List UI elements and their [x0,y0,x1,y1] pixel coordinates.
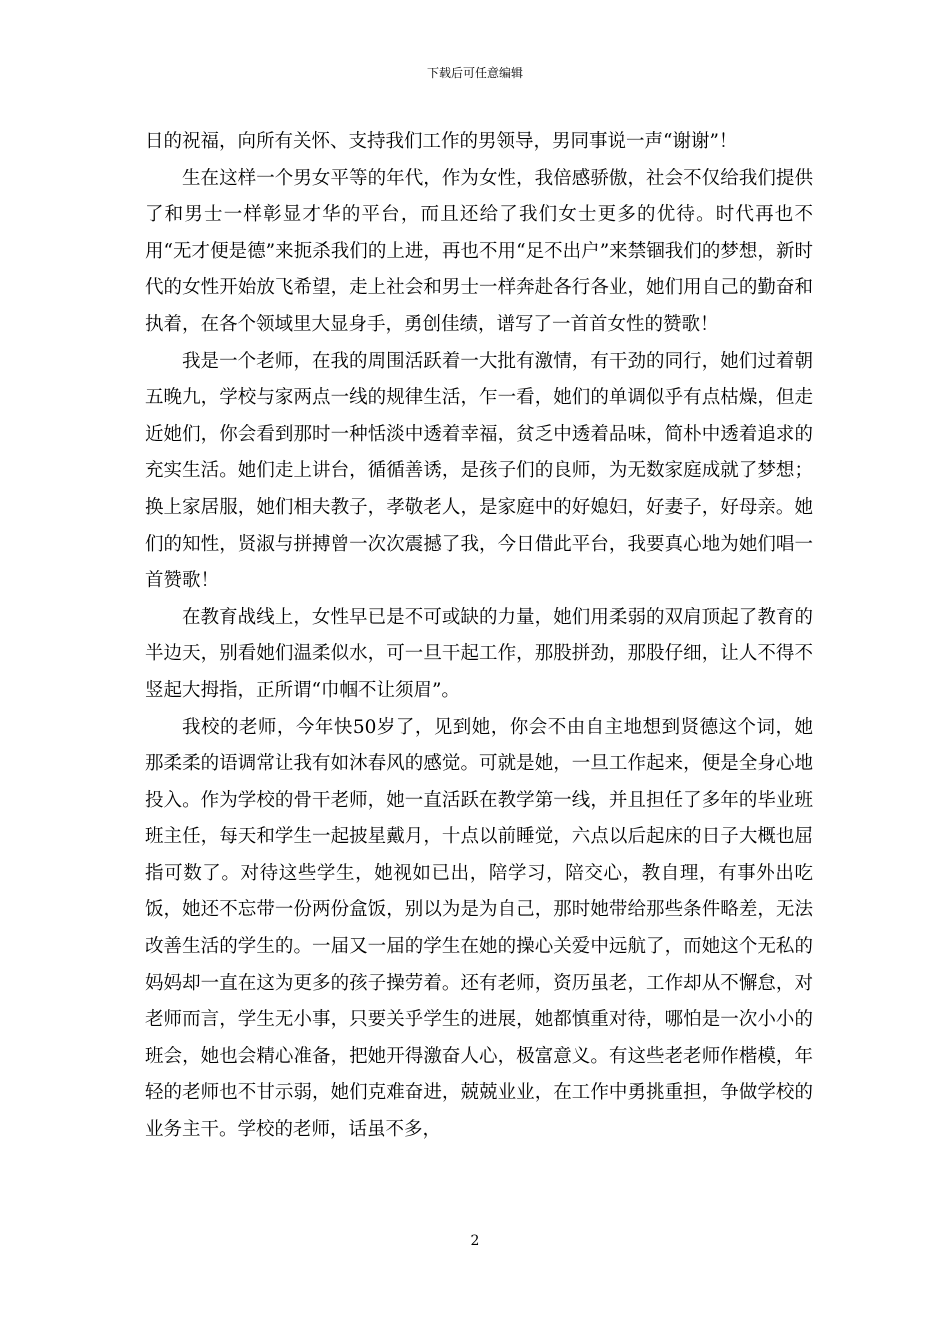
page-number: 2 [470,1233,480,1249]
paragraph-2: 生在这样一个男女平等的年代，作为女性，我倍感骄傲，社会不仅给我们提供了和男士一样彰显才华的平台，而且还给了我们女士更多的优待。时代再也不用“无才便是德”来扼杀我们的上进，再也不用“足不出户”来禁锢我们的梦想，新时代的女性开始放飞希望，走上社会和男士一样奔赴各行各业，她们用自己的勤奋和执着，在各个领域里大显身手，勇创佳绩，谱写了一首首女性的赞歌！ [145,167,813,335]
paragraph-3: 我是一个老师，在我的周围活跃着一大批有激情，有干劲的同行，她们过着朝五晚九，学校与家两点一线的规律生活，乍一看，她们的单调似乎有点枯燥，但走近她们，你会看到那时一种恬淡中透着幸福，贫乏中透着品味，简朴中透着追求的充实生活。她们走上讲台，循循善诱，是孩子们的良师，为无数家庭成就了梦想；换上家居服，她们相夫教子，孝敬老人，是家庭中的好媳妇，好妻子，好母亲。她们的知性，贤淑与拼搏曾一次次震撼了我，今日借此平台，我要真心地为她们唱一首赞歌！ [145,350,813,592]
page-header: 下载后可任意编辑 [426,66,523,80]
paragraph-5: 我校的老师，今年快50岁了，见到她，你会不由自主地想到贤德这个词，她那柔柔的语调常让我有如沐春风的感觉。可就是她，一旦工作起来，便是全身心地投入。作为学校的骨干老师，她一直活跃在教学第一线，并且担任了多年的毕业班班主任，每天和学生一起披星戴月，十点以前睡觉，六点以后起床的日子大概也屈指可数了。对待这些学生，她视如已出，陪学习，陪交心，教自理，有事外出吃饭，她还不忘带一份两份盒饭，别以为是为自己，那时她带给那些条件略差，无法改善生活的学生的。一届又一届的学生在她的操心关爱中远航了，而她这个无私的妈妈却一直在这为更多的孩子操劳着。还有老师，资历虽老，工作却从不懈怠，对老师而言，学生无小事，只要关乎学生的进展，她都慎重对待，哪怕是一次小小的班会，她也会精心准备，把她开得激奋人心，极富意义。有这些老老师作楷模，年轻的老师也不甘示弱，她们克难奋进，兢兢业业，在工作中勇挑重担，争做学校的业务主干。学校的老师，话虽不多， [145,716,813,1141]
paragraph-1: 日的祝福，向所有关怀、支持我们工作的男领导，男同事说一声“谢谢”！ [145,131,738,152]
document-body [145,124,813,1149]
paragraph-4: 在教育战线上，女性早已是不可或缺的力量，她们用柔弱的双肩顶起了教育的半边天，别看她们温柔似水，可一旦干起工作，那股拼劲，那股仔细，让人不得不竖起大拇指，正所谓“巾帼不让须眉”。 [145,606,813,701]
